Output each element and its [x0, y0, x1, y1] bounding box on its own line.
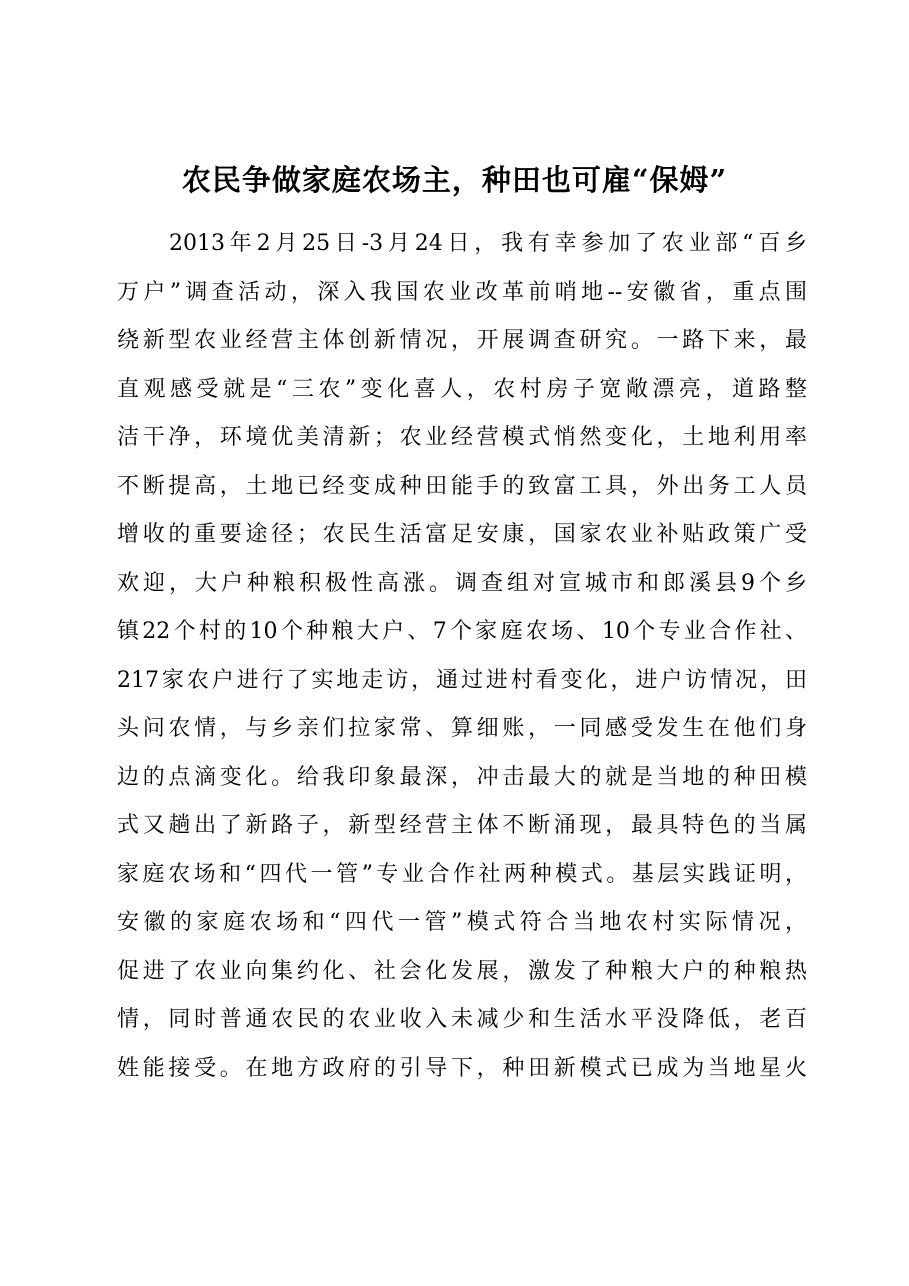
paragraph-line-text: 边的点滴变化。给我印象最深，冲击最大的就是当地的种田模: [117, 764, 807, 790]
paragraph-line: [117, 269, 807, 318]
paragraph-line-text: 家庭农场和“四代一管”专业合作社两种模式。基层实践证明，: [117, 861, 807, 887]
paragraph-line-text: 不断提高，土地已经变成种田能手的致富工具，外出务工人员: [117, 473, 807, 499]
paragraph-line: [117, 463, 807, 512]
document-title: 农民争做家庭农场主，种田也可雇“保姆”: [181, 163, 728, 197]
paragraph-line-text: 2013年2月25日-3月24日，我有幸参加了农业部“百乡: [169, 231, 807, 256]
paragraph-line: [117, 996, 807, 1045]
paragraph-line-text: 头问农情，与乡亲们拉家常、算细账，一同感受发生在他们身: [117, 716, 807, 741]
paragraph-line: [117, 705, 807, 754]
paragraph-line-text: 洁干净，环境优美清新；农业经营模式悄然变化，土地利用率: [117, 425, 807, 450]
paragraph-line-text: 增收的重要途径；农民生活富足安康，国家农业补贴政策广受: [117, 522, 807, 547]
paragraph-line-text: 绕新型农业经营主体创新情况，开展调查研究。一路下来，最: [117, 328, 807, 353]
paragraph-line: [117, 754, 807, 803]
paragraph-line-text: 姓能接受。在地方政府的引导下，种田新模式已成为当地星火: [117, 1055, 807, 1081]
paragraph-line: [117, 220, 807, 269]
paragraph-line-text: 情，同时普通农民的农业收入未减少和生活水平没降低，老百: [117, 1007, 807, 1032]
paragraph-line: [117, 948, 807, 997]
paragraph-line-text: 促进了农业向集约化、社会化发展，激发了种粮大户的种粮热: [117, 958, 807, 984]
paragraph-line-text: 217家农户进行了实地走访，通过进村看变化，进户访情况，田: [117, 667, 807, 693]
paragraph-line: [117, 317, 807, 366]
paragraph-line: [117, 366, 807, 415]
paragraph-line: [117, 899, 807, 948]
paragraph-line: [117, 560, 807, 609]
paragraph-line: [117, 657, 807, 706]
paragraph-line: [117, 1045, 807, 1094]
paragraph-line-text: 安徽的家庭农场和“四代一管”模式符合当地农村实际情况，: [117, 910, 807, 935]
paragraph-line: [117, 608, 807, 657]
paragraph-line: [117, 802, 807, 851]
paragraph-line: [117, 511, 807, 560]
document-body: [117, 220, 807, 1093]
paragraph-line: [117, 414, 807, 463]
paragraph-line-text: 直观感受就是“三农”变化喜人，农村房子宽敞漂亮，道路整: [117, 376, 807, 402]
paragraph-line-text: 万户”调查活动，深入我国农业改革前哨地--安徽省，重点围: [117, 279, 807, 305]
paragraph-line-text: 欢迎，大户种粮积极性高涨。调查组对宣城市和郎溪县9个乡: [117, 570, 807, 596]
paragraph-line-text: 镇22个村的10个种粮大户、7个家庭农场、10个专业合作社、: [117, 619, 807, 644]
paragraph-line-text: 式又趟出了新路子，新型经营主体不断涌现，最具特色的当属: [117, 813, 807, 838]
paragraph-line: [117, 851, 807, 900]
